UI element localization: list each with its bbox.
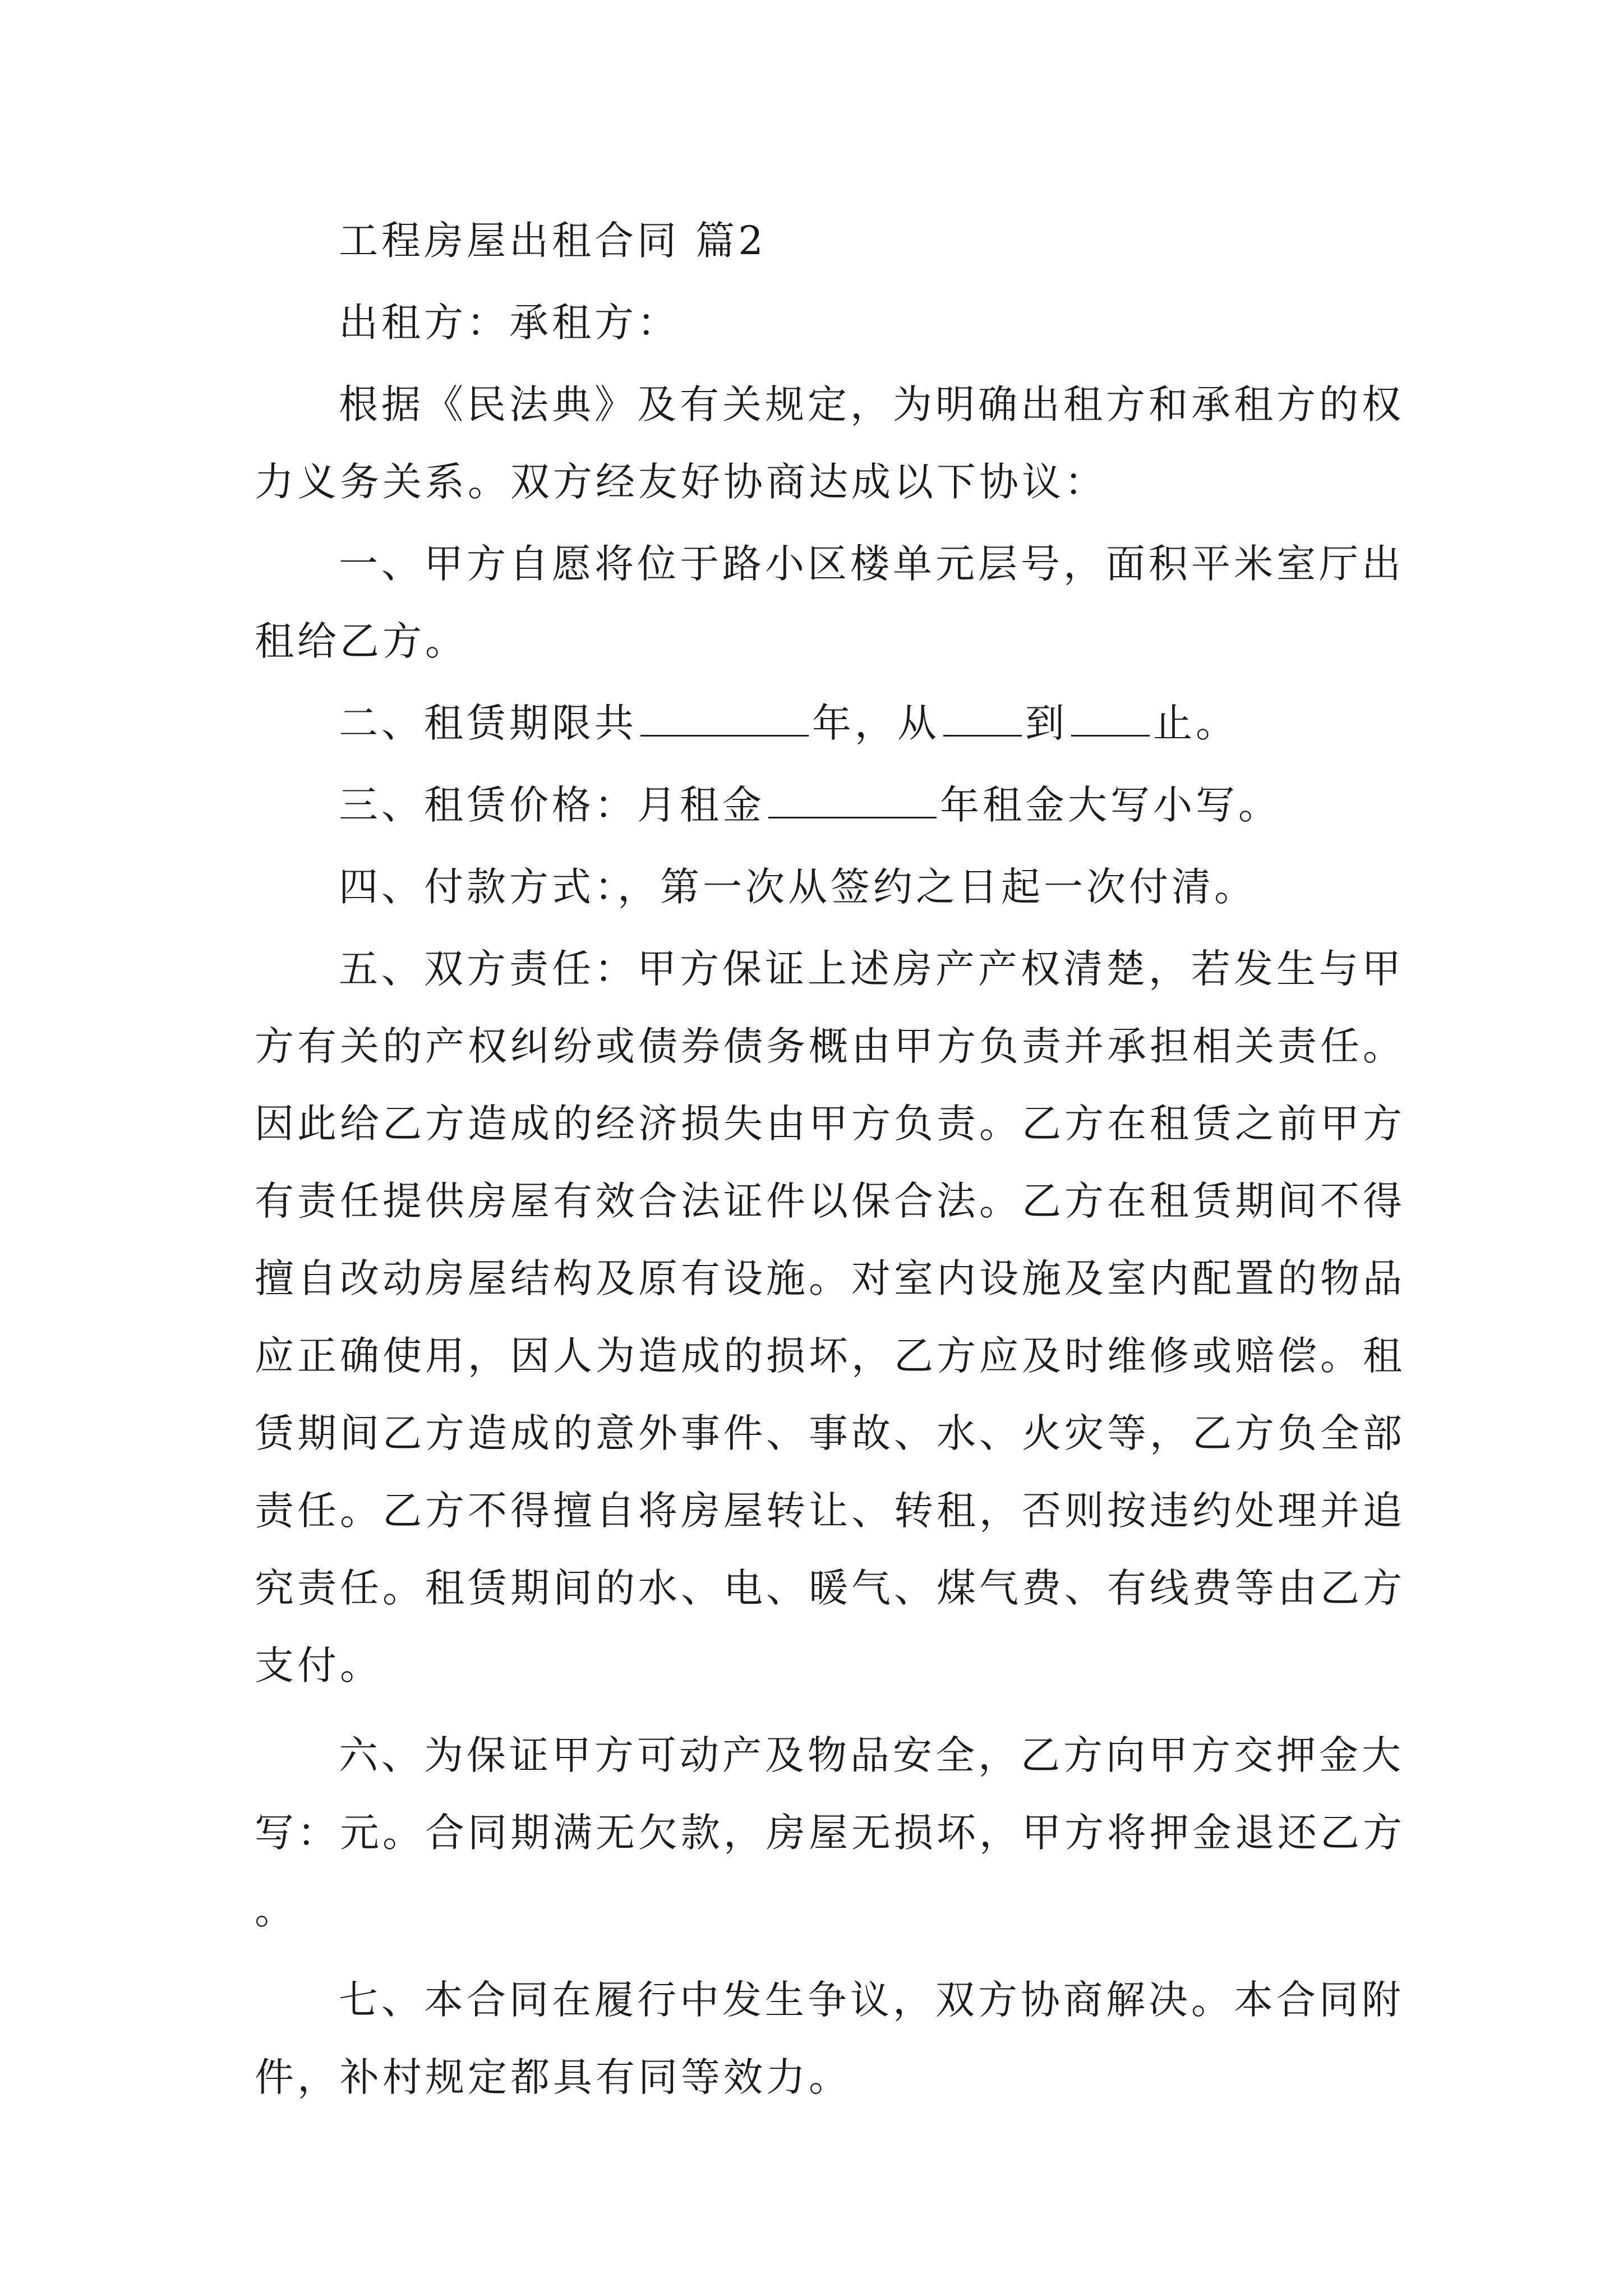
monthly-rent-blank: [768, 782, 937, 818]
clause-2-text-1: 二、租赁期限共: [339, 700, 637, 746]
clause-2-text-3: 到: [1025, 700, 1068, 746]
lease-years-blank: [640, 700, 809, 737]
clause-2: [255, 684, 1421, 762]
clause-2-text-4: 止。: [1153, 700, 1238, 746]
clause-7: 七、本合同在履行中发生争议，双方协商解决。本合同附件，补村规定都具有同等效力。: [255, 1977, 1404, 2100]
clause-3: [255, 766, 1421, 844]
intro-paragraph: 根据《民法典》及有关规定，为明确出租方和承租方的权力义务关系。双方经友好协商达成以下协议：: [255, 381, 1404, 505]
document-body: [255, 202, 1421, 2116]
clause-3-text-2: 年租金大写小写。: [940, 782, 1281, 828]
document-title: 工程房屋出租合同 篇2: [339, 218, 767, 264]
lease-end-blank: [1071, 700, 1150, 737]
clause-4: 四、付款方式：，第一次从签约之日起一次付清。: [339, 864, 1257, 910]
clause-3-text-1: 三、租赁价格：月租金: [339, 782, 765, 828]
parties-line: 出租方：承租方：: [339, 300, 680, 346]
clause-6: 六、为保证甲方可动产及物品安全，乙方向甲方交押金大写：元。合同期满无欠款，房屋无损坏，甲方将押金退还乙方。: [255, 1732, 1405, 1933]
lease-start-blank: [943, 700, 1022, 737]
clause-1: 一、甲方自愿将位于路小区楼单元层号，面积平米室厅出租给乙方。: [255, 541, 1404, 664]
clause-5: 五、双方责任：甲方保证上述房产产权清楚，若发生与甲方有关的产权纠纷或债券债务概由甲方负责并承担相关责任。因此给乙方造成的经济损失由甲方负责。乙方在租赁之前甲方有责任提供房屋有效合法证件以保合法。乙方在租赁期间不得擅自改动房屋结构及原有设施。对室内设施及室内配置的物品应正确使用，因人为造成的损坏，乙方应及时维修或赔偿。租赁期间乙方造成的意外事件、事故、水、火灾等，乙方负全部责任。乙方不得擅自将房屋转让、转租，否则按违约处理并追究责任。租赁期间的水、电、暖气、煤气费、有线费等由乙方支付。: [255, 946, 1405, 1688]
clause-2-text-2: 年，从: [812, 700, 940, 746]
